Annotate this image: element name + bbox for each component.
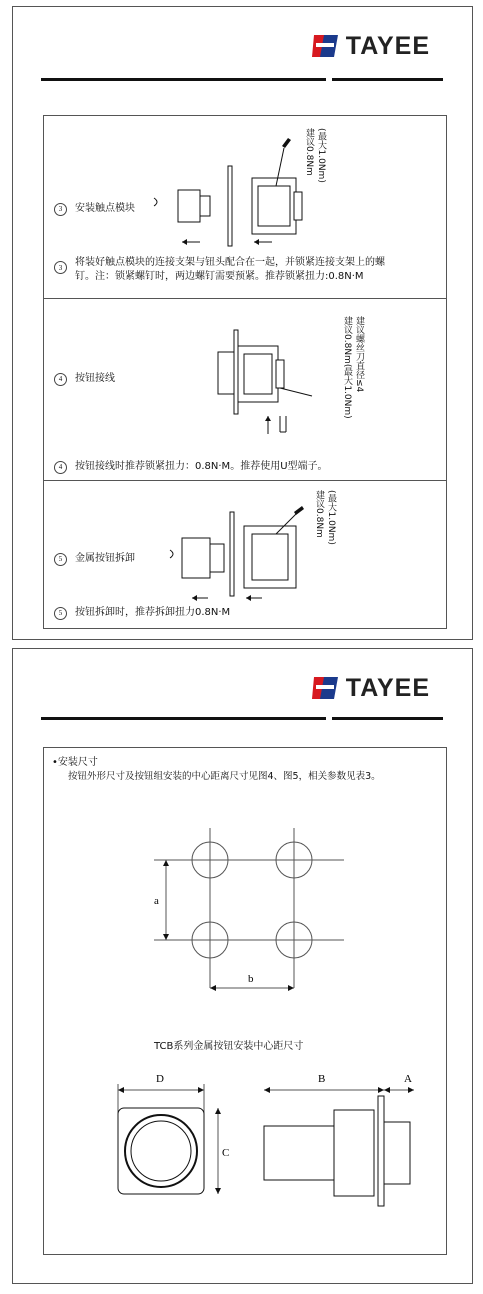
dimension-a-label: a — [154, 895, 159, 907]
wiring-illustration — [204, 316, 344, 446]
dimension-a-label: A — [404, 1073, 412, 1085]
figure-caption: TCB系列金属按钮安装中心距尺寸 — [154, 1041, 304, 1052]
desc-text: 按钮接线时推荐锁紧扭力：0.8N·M。推荐使用U型端子。 — [75, 461, 328, 472]
removal-illustration — [164, 494, 324, 604]
manual-page-2 — [12, 648, 473, 1284]
step-title: 按钮接线 — [75, 373, 115, 384]
step-title: 金属按钮拆卸 — [75, 553, 135, 564]
dimension-d-label: D — [156, 1073, 164, 1085]
torque-note: 建议0.8Nm — [314, 490, 324, 538]
step-5-description — [54, 606, 230, 620]
screwdriver-note: 建议螺丝刀直径≤4 — [354, 316, 364, 393]
header-rule-right — [332, 78, 443, 81]
instruction-box — [43, 115, 447, 629]
step-number: 4 — [54, 373, 67, 386]
torque-max-note: (最大1.0Nm) — [316, 128, 326, 183]
desc-line: 钉。注：锁紧螺钉时，两边螺钉需要预紧。推荐锁紧扭力:0.8N·M — [75, 271, 364, 282]
desc-text: 按钮拆卸时，推荐拆卸扭力0.8N·M — [75, 607, 231, 618]
contact-module-illustration — [144, 126, 344, 256]
header-rule-right — [332, 717, 443, 720]
section-intro: 按钮外形尺寸及按钮组安装的中心距离尺寸见图4、图5，相关参数见表3。 — [68, 771, 381, 782]
step-number: 4 — [54, 461, 67, 474]
desc-line: 将装好触点模块的连接支架与钮头配合在一起，并锁紧连接支架上的螺 — [75, 257, 385, 268]
tayee-logo-icon — [310, 31, 340, 61]
brand-logo — [310, 671, 430, 705]
torque-max-note: (最大1.0Nm) — [326, 490, 336, 545]
torque-note: 建议0.8Nm(最大1.0Nm) — [342, 316, 352, 419]
step-number: 5 — [54, 607, 67, 620]
brand-name: TAYEE — [345, 673, 430, 702]
header-rule-left — [41, 717, 326, 720]
step-number: 5 — [54, 553, 67, 566]
dimensions-box — [43, 747, 447, 1255]
step-4-label — [54, 372, 115, 386]
brand-logo — [310, 29, 430, 63]
dimension-b-label: b — [248, 973, 254, 985]
step-3-description — [54, 256, 445, 284]
step-3-label — [54, 202, 135, 216]
brand-name: TAYEE — [345, 31, 430, 60]
side-view-drawing — [254, 1066, 444, 1236]
dimension-b-label: B — [318, 1073, 326, 1085]
step-title: 安装触点模块 — [75, 203, 135, 214]
step-5-label — [54, 552, 135, 566]
hole-spacing-diagram — [144, 828, 354, 1028]
dimension-c-label: C — [222, 1147, 230, 1159]
section-heading: •安装尺寸 — [52, 757, 98, 768]
step-number: 3 — [54, 203, 67, 216]
torque-note: 建议0.8Nm — [304, 128, 314, 176]
step-number: 3 — [54, 261, 67, 274]
section-divider — [44, 298, 446, 299]
header-rule-left — [41, 78, 326, 81]
manual-page-1 — [12, 6, 473, 640]
tayee-logo-icon — [310, 673, 340, 703]
section-divider — [44, 480, 446, 481]
step-4-description — [54, 460, 328, 474]
front-view-drawing — [94, 1066, 244, 1236]
